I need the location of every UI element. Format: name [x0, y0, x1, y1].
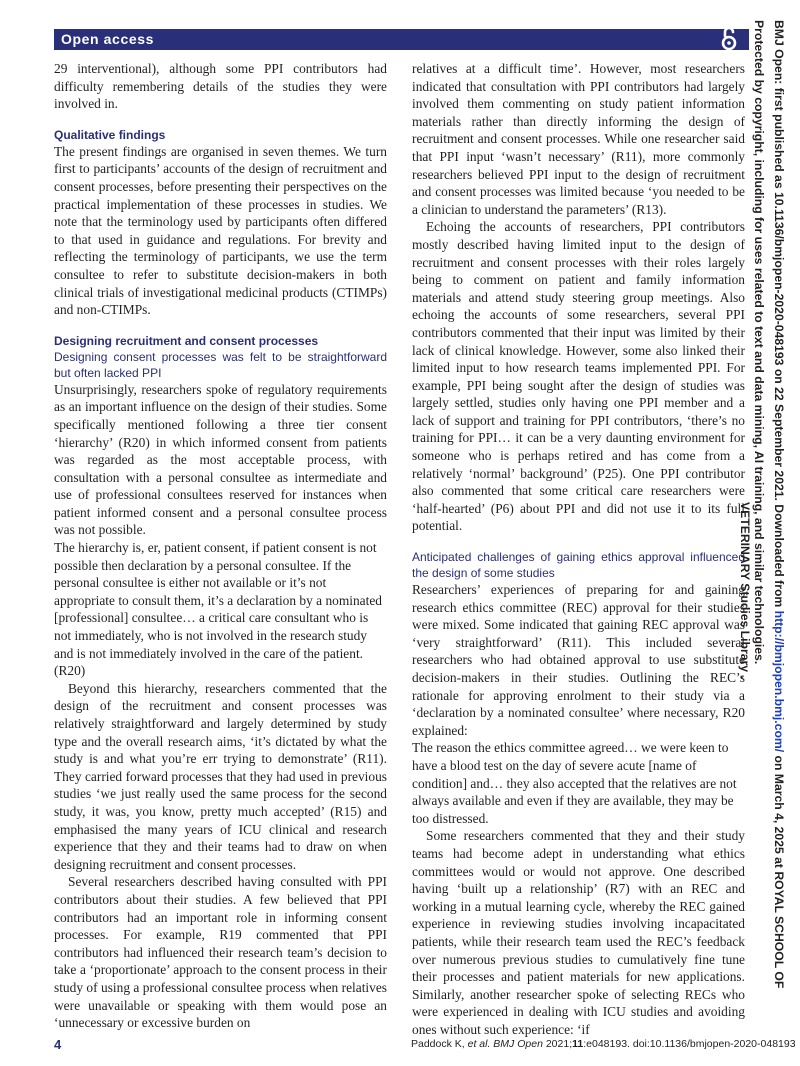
subheading-consent-design: Designing consent processes was felt to be straightforward but often lacked PPI — [54, 349, 387, 380]
block-quote: The reason the ethics committee agreed… we were keen to have a blood test on the day of severe acute [name of condition] and… they also accepted that the relatives are not always available and even if they are available, they may be too distressed. — [412, 740, 737, 826]
page-number: 4 — [54, 1037, 62, 1052]
side-notice-library — [737, 502, 752, 679]
side-notice-text: VETERINARY Studies Library . — [738, 502, 752, 679]
intro-paragraph: 29 interventional), although some PPI contributors had difficulty remembering details of the studies they were involved in. — [54, 61, 387, 112]
citation-volume: 11 — [572, 1038, 584, 1050]
body-paragraph: Several researchers described having consulted with PPI contributors about their studies. A few believed that PPI contributors had an important role in informing consent processes. For example, R19 commented that PPI contributors had influenced their research team’s decision to take a ‘proportionate’ approach to the consent process in their study of using a professional consultee process when relatives were unavailable or speaking with them would pose an ‘unnecessary or excessive burden on — [54, 874, 387, 1031]
body-paragraph: Some researchers commented that they and their study teams had become adept in understanding what ethics committees would or would not approve. One described having ‘built up a relationship’ (R7) with an REC and working in a mutual learning cycle, whereby the REC gained experience in reviewing studies involving incapacitated patients, while their research team used the REC’s feedback over numerous previous studies to cumulatively fine tune their processes and patient materials for new applications. Similarly, another researcher spoke of selecting RECs who were experienced in dealing with ICU studies and avoiding ones without such experience: ‘if — [412, 828, 745, 1037]
side-notice-published — [771, 20, 786, 988]
right-column — [412, 60, 745, 1038]
open-access-lock-icon — [720, 26, 738, 52]
body-paragraph: Echoing the accounts of researchers, PPI contributors mostly described having limited input to the design of recruitment and consent processes with their roles largely being to comment on patient and family information materials and attend study steering group meetings. Also echoing the accounts of some researchers, several PPI contributors commented that their input was limited by their lack of clinical knowledge. However, some also linked their limited input to how research teams implemented PPI. For example, PPI being sought after the design of studies was largely settled, studies only having one PPI member and a lack of support and training for PPI contributors, ‘there’s no training for PPI… it can be a very daunting environment for someone who is perhaps retired and has come from a relatively ‘normal’ background’ (P25). One PPI contributor also commented that some critical care researchers were ‘half-hearted’ (P6) about PPI and did not use it to its full potential. — [412, 219, 745, 534]
section-heading-qualitative: Qualitative findings — [54, 127, 166, 142]
left-column — [54, 60, 387, 1032]
subheading-ethics-approval: Anticipated challenges of gaining ethics approval influenced the design of some studies — [412, 550, 745, 581]
citation-authors: Paddock K, — [411, 1038, 468, 1050]
section-heading-designing: Designing recruitment and consent processes — [54, 333, 319, 348]
side-notice-copyright — [751, 20, 766, 664]
body-paragraph: Beyond this hierarchy, researchers commented that the design of the recruitment and consent processes was relatively straightforward and largely determined by study type and the overall research aims, ‘it’s dictated by what the study is and what you’re err trying to demonstrate’ (R11). They carried forward processes that they had used in previous studies ‘we just really used the same process for the second study, it was, you know, pretty much accepted’ (R15) and emphasised the many years of ICU clinical and research experience that they and their teams had to draw on when designing recruitment and consent processes. — [54, 680, 387, 872]
bmjopen-link[interactable]: http://bmjopen.bmj.com/ — [772, 610, 786, 753]
footer-citation — [411, 1038, 796, 1050]
body-paragraph: Researchers’ experiences of preparing for and gaining research ethics committee (REC) approval for their studies were mixed. Some indicated that gaining REC approval was ‘very straightforward’ (R11). This included several researchers who had obtained approval to use substitute decision-makers in their studies. Outlining the REC’s rationale for approving enrolment to their study via a ‘declaration by a nominated consultee’ where necessary, R20 explained: — [412, 582, 745, 738]
body-paragraph: The present findings are organised in seven themes. We turn first to participants’ accounts of the design of recruitment and consent processes, before presenting their perspectives on the practical implementation of these processes in studies. We note that the terminology used by participants often differed to that used in guidance and regulations. For brevity and reflecting the terminology of participants, we use the term consultee to refer to substitute decision-makers in both clinical trials of investigational medicinal products (CTIMPs) and non-CTIMPs. — [54, 143, 387, 318]
citation-year: 2021; — [542, 1038, 573, 1050]
header-bar — [54, 29, 749, 50]
citation-doi: :e048193. doi:10.1136/bmjopen-2020-048193 — [583, 1038, 796, 1050]
side-notice-text: BMJ Open: first published as 10.1136/bmjopen-2020-048193 on 22 September 2021. Downloaded from — [772, 20, 786, 611]
citation-journal: et al. BMJ Open — [467, 1038, 543, 1050]
side-notice-text: Protected by copyright, including for uses related to text and data mining, AI training, and similar technologies. — [752, 20, 766, 665]
side-notice-text: on March 4, 2025 at ROYAL SCHOOL OF — [772, 752, 786, 989]
block-quote: The hierarchy is, er, patient consent, if patient consent is not possible then declaration by a personal consultee. If the personal consultee is either not available or it’s not appropriate to consult them, it’s a declaration by a nominated [professional] consultee… a critical care consultant who is not immediately, who is not involved in the research study and is not immediately involved in the care of the patient. (R20) — [54, 540, 382, 679]
body-paragraph: Unsurprisingly, researchers spoke of regulatory requirements as an important influence on the design of their studies. Some specifically mentioned following a three tier consent ‘hierarchy’ (R20) in which informed consent from patients was regarded as the most acceptable process, with consultation with a personal consultee as intermediate and use of professional consultees reserved for instances when patient informed consent and a personal consultee process was not possible. — [54, 381, 387, 538]
header-title: Open access — [61, 31, 154, 47]
body-paragraph: relatives at a difficult time’. However, most researchers indicated that consultation with PPI contributors had largely involved them commenting on study patient information materials rather than directly informing the design of recruitment and consent processes. While one researcher said that PPI input ‘wasn’t necessary’ (R11), more commonly researchers believed PPI input to the design of recruitment and consent processes was limited because ‘you needed to be a clinician to understand the parameters’ (R13). — [412, 61, 745, 217]
